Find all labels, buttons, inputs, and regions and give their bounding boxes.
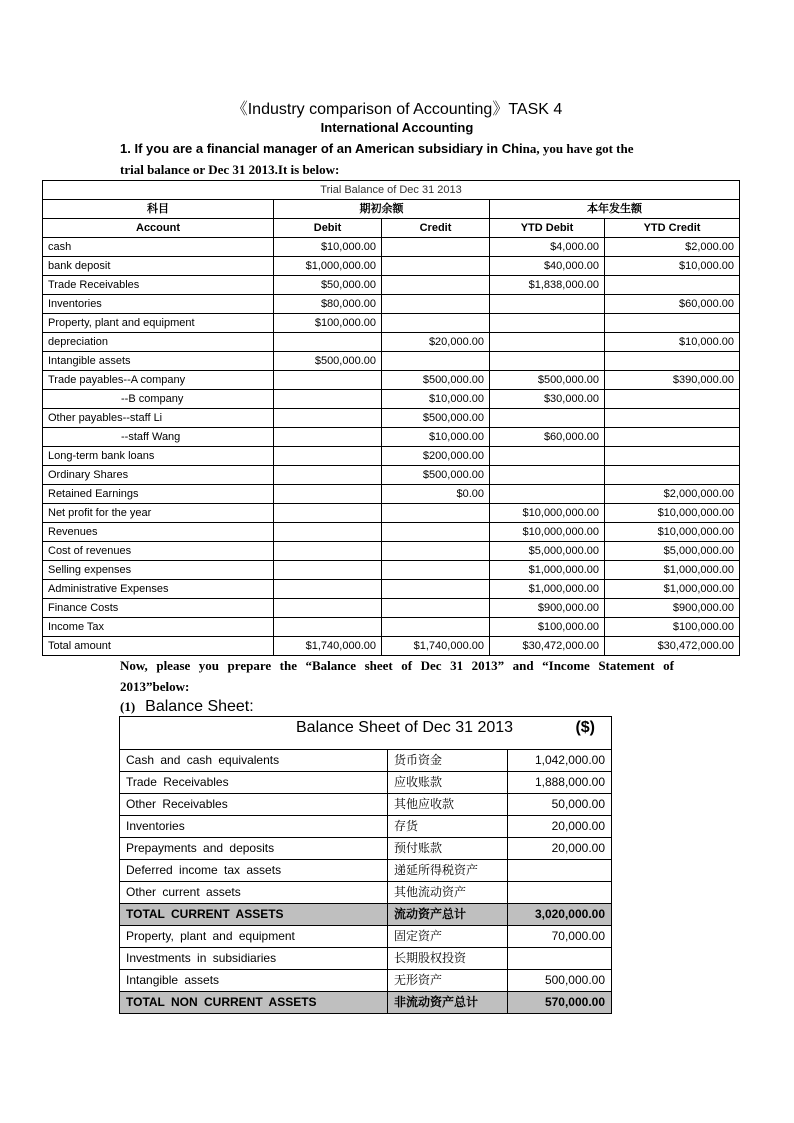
column-header-ytd-credit: YTD Credit (605, 219, 740, 238)
amount-cell (274, 447, 382, 466)
amount-cell: $1,000,000.00 (605, 580, 740, 599)
amount-cell: $0.00 (382, 485, 490, 504)
amount-cell: $2,000.00 (605, 238, 740, 257)
item-name-en: TOTAL CURRENT ASSETS (120, 904, 388, 926)
account-name-cell: --B company (43, 390, 274, 409)
amount-cell: $80,000.00 (274, 295, 382, 314)
account-name-cell: Selling expenses (43, 561, 274, 580)
account-name-cell: Property, plant and equipment (43, 314, 274, 333)
table-row (43, 276, 740, 295)
account-name-cell: Net profit for the year (43, 504, 274, 523)
amount-cell: $10,000.00 (274, 238, 382, 257)
document-title: 《Industry comparison of Accounting》TASK 4 (231, 101, 563, 118)
amount-cell: $1,000,000.00 (605, 561, 740, 580)
amount-cell: $1,838,000.00 (490, 276, 605, 295)
item-value (508, 948, 612, 970)
amount-cell (605, 276, 740, 295)
amount-cell (274, 485, 382, 504)
amount-cell: $50,000.00 (274, 276, 382, 295)
question-line-1 (120, 141, 634, 157)
instructions-line-2: 2013”below: (120, 679, 190, 694)
amount-cell (490, 466, 605, 485)
amount-cell (382, 238, 490, 257)
amount-cell (382, 314, 490, 333)
amount-cell (490, 314, 605, 333)
balance-sheet-row (120, 772, 612, 794)
item-value: 1,888,000.00 (508, 772, 612, 794)
table-row (43, 390, 740, 409)
account-name-cell: --staff Wang (43, 428, 274, 447)
amount-cell (490, 485, 605, 504)
amount-cell: $500,000.00 (382, 466, 490, 485)
table-row (43, 314, 740, 333)
amount-cell (274, 371, 382, 390)
amount-cell (605, 352, 740, 371)
amount-cell: $100,000.00 (274, 314, 382, 333)
amount-cell: $4,000.00 (490, 238, 605, 257)
amount-cell: $10,000.00 (605, 333, 740, 352)
table-row (43, 523, 740, 542)
item-value: 500,000.00 (508, 970, 612, 992)
amount-cell (382, 276, 490, 295)
amount-cell (274, 542, 382, 561)
amount-cell: $500,000.00 (490, 371, 605, 390)
balance-sheet-unit: ($) (575, 719, 596, 736)
item-name-en: Other Receivables (120, 794, 388, 816)
balance-sheet-row (120, 970, 612, 992)
amount-cell (605, 314, 740, 333)
balance-sheet-row (120, 816, 612, 838)
table-row (43, 352, 740, 371)
amount-cell: $10,000.00 (382, 390, 490, 409)
group-header-subject: 科目 (43, 200, 274, 219)
amount-cell: $10,000,000.00 (490, 523, 605, 542)
table-row (43, 561, 740, 580)
amount-cell (274, 618, 382, 637)
amount-cell (274, 428, 382, 447)
amount-cell (382, 561, 490, 580)
amount-cell: $60,000.00 (605, 295, 740, 314)
amount-cell (274, 580, 382, 599)
table-row (43, 485, 740, 504)
group-header-ytd: 本年发生额 (490, 200, 740, 219)
item-name-cn: 应收账款 (388, 772, 508, 794)
amount-cell (490, 295, 605, 314)
amount-cell (382, 257, 490, 276)
amount-cell: $10,000,000.00 (605, 523, 740, 542)
document-subtitle: International Accounting (320, 120, 474, 135)
amount-cell: $2,000,000.00 (605, 485, 740, 504)
group-header-opening-balance: 期初余额 (274, 200, 490, 219)
item-name-cn: 其他流动资产 (388, 882, 508, 904)
account-name-cell: Long-term bank loans (43, 447, 274, 466)
item-name-cn: 流动资产总计 (388, 904, 508, 926)
amount-cell (382, 542, 490, 561)
item-name-cn: 非流动资产总计 (388, 992, 508, 1014)
item-name-cn: 固定资产 (388, 926, 508, 948)
amount-cell (382, 295, 490, 314)
account-name-cell: Administrative Expenses (43, 580, 274, 599)
account-name-cell: Revenues (43, 523, 274, 542)
amount-cell: $20,000.00 (382, 333, 490, 352)
balance-sheet-row (120, 882, 612, 904)
amount-cell (605, 409, 740, 428)
amount-cell (382, 523, 490, 542)
balance-sheet-label-text: Balance Sheet: (145, 698, 254, 715)
amount-cell: $10,000.00 (605, 257, 740, 276)
amount-cell (274, 504, 382, 523)
amount-cell: $30,472,000.00 (605, 637, 740, 656)
amount-cell: $10,000,000.00 (490, 504, 605, 523)
amount-cell: $30,472,000.00 (490, 637, 605, 656)
amount-cell (605, 390, 740, 409)
account-name-cell: Cost of revenues (43, 542, 274, 561)
question-line-2: trial balance or Dec 31 2013.It is below: (120, 162, 340, 177)
table-row (43, 599, 740, 618)
balance-sheet-label (120, 698, 254, 716)
trial-balance-table (42, 180, 740, 656)
item-value: 70,000.00 (508, 926, 612, 948)
question-line-1-text: 1. If you are a financial manager of an American subsidiary in Chi (120, 141, 523, 156)
balance-sheet-row (120, 838, 612, 860)
balance-sheet-row (120, 750, 612, 772)
item-value: 20,000.00 (508, 838, 612, 860)
table-row (43, 295, 740, 314)
item-name-en: Property, plant and equipment (120, 926, 388, 948)
account-name-cell: cash (43, 238, 274, 257)
item-name-en: TOTAL NON CURRENT ASSETS (120, 992, 388, 1014)
item-name-en: Other current assets (120, 882, 388, 904)
item-name-en: Prepayments and deposits (120, 838, 388, 860)
balance-sheet-number: (1) (120, 699, 136, 714)
item-name-en: Deferred income tax assets (120, 860, 388, 882)
amount-cell (490, 409, 605, 428)
amount-cell: $200,000.00 (382, 447, 490, 466)
table-row (43, 466, 740, 485)
amount-cell (382, 599, 490, 618)
item-value (508, 860, 612, 882)
column-header-account: Account (43, 219, 274, 238)
table-row (43, 428, 740, 447)
amount-cell: $60,000.00 (490, 428, 605, 447)
amount-cell (490, 447, 605, 466)
amount-cell: $1,000,000.00 (490, 561, 605, 580)
column-header-debit: Debit (274, 219, 382, 238)
amount-cell: $500,000.00 (382, 371, 490, 390)
balance-sheet-row (120, 904, 612, 926)
table-row (43, 447, 740, 466)
account-name-cell: Trade payables--A company (43, 371, 274, 390)
account-name-cell: bank deposit (43, 257, 274, 276)
balance-sheet-table (119, 716, 612, 1014)
item-name-en: Investments in subsidiaries (120, 948, 388, 970)
amount-cell: $900,000.00 (490, 599, 605, 618)
amount-cell: $900,000.00 (605, 599, 740, 618)
account-name-cell: Other payables--staff Li (43, 409, 274, 428)
account-name-cell: Inventories (43, 295, 274, 314)
account-name-cell: Ordinary Shares (43, 466, 274, 485)
balance-sheet-row (120, 948, 612, 970)
amount-cell: $500,000.00 (274, 352, 382, 371)
item-name-en: Intangible assets (120, 970, 388, 992)
amount-cell (605, 466, 740, 485)
amount-cell: $100,000.00 (605, 618, 740, 637)
amount-cell (382, 580, 490, 599)
account-name-cell: Total amount (43, 637, 274, 656)
table-row (43, 580, 740, 599)
balance-sheet-title-cell (120, 717, 612, 750)
amount-cell: $1,740,000.00 (382, 637, 490, 656)
amount-cell (274, 523, 382, 542)
amount-cell (382, 504, 490, 523)
amount-cell (274, 599, 382, 618)
amount-cell: $40,000.00 (490, 257, 605, 276)
amount-cell (274, 390, 382, 409)
amount-cell (382, 618, 490, 637)
amount-cell (274, 561, 382, 580)
item-value: 1,042,000.00 (508, 750, 612, 772)
item-value: 570,000.00 (508, 992, 612, 1014)
item-value: 3,020,000.00 (508, 904, 612, 926)
table-row (43, 542, 740, 561)
amount-cell: $5,000,000.00 (605, 542, 740, 561)
amount-cell (490, 333, 605, 352)
question-line-1-tail: na, you have got the (522, 141, 634, 156)
item-name-cn: 货币资金 (388, 750, 508, 772)
account-name-cell: Retained Earnings (43, 485, 274, 504)
column-header-credit: Credit (382, 219, 490, 238)
table-row (43, 504, 740, 523)
balance-sheet-row (120, 794, 612, 816)
trial-balance-caption: Trial Balance of Dec 31 2013 (43, 181, 740, 200)
table-row (43, 618, 740, 637)
account-name-cell: Trade Receivables (43, 276, 274, 295)
item-name-cn: 长期股权投资 (388, 948, 508, 970)
item-name-en: Trade Receivables (120, 772, 388, 794)
table-row (43, 257, 740, 276)
amount-cell: $1,740,000.00 (274, 637, 382, 656)
item-name-cn: 无形资产 (388, 970, 508, 992)
item-value: 20,000.00 (508, 816, 612, 838)
table-row (43, 371, 740, 390)
amount-cell (605, 428, 740, 447)
account-name-cell: Finance Costs (43, 599, 274, 618)
account-name-cell: Intangible assets (43, 352, 274, 371)
amount-cell: $1,000,000.00 (490, 580, 605, 599)
balance-sheet-title: Balance Sheet of Dec 31 2013 (296, 719, 514, 736)
item-name-en: Cash and cash equivalents (120, 750, 388, 772)
amount-cell: $10,000,000.00 (605, 504, 740, 523)
item-value (508, 882, 612, 904)
amount-cell (274, 466, 382, 485)
item-value: 50,000.00 (508, 794, 612, 816)
amount-cell: $10,000.00 (382, 428, 490, 447)
table-row (43, 238, 740, 257)
amount-cell: $390,000.00 (605, 371, 740, 390)
table-row (43, 333, 740, 352)
item-name-cn: 预付账款 (388, 838, 508, 860)
item-name-cn: 存货 (388, 816, 508, 838)
item-name-cn: 其他应收款 (388, 794, 508, 816)
amount-cell (274, 333, 382, 352)
balance-sheet-row (120, 926, 612, 948)
amount-cell: $100,000.00 (490, 618, 605, 637)
account-name-cell: Income Tax (43, 618, 274, 637)
amount-cell (605, 447, 740, 466)
account-name-cell: depreciation (43, 333, 274, 352)
amount-cell (382, 352, 490, 371)
amount-cell (490, 352, 605, 371)
amount-cell (274, 409, 382, 428)
table-row (43, 409, 740, 428)
amount-cell: $5,000,000.00 (490, 542, 605, 561)
balance-sheet-row (120, 860, 612, 882)
item-name-cn: 递延所得税资产 (388, 860, 508, 882)
amount-cell: $500,000.00 (382, 409, 490, 428)
column-header-ytd-debit: YTD Debit (490, 219, 605, 238)
amount-cell: $1,000,000.00 (274, 257, 382, 276)
item-name-en: Inventories (120, 816, 388, 838)
instructions-line-1: Now, please you prepare the “Balance sheet of Dec 31 2013” and “Income Statement of (120, 658, 674, 673)
amount-cell: $30,000.00 (490, 390, 605, 409)
table-row (43, 637, 740, 656)
balance-sheet-row (120, 992, 612, 1014)
